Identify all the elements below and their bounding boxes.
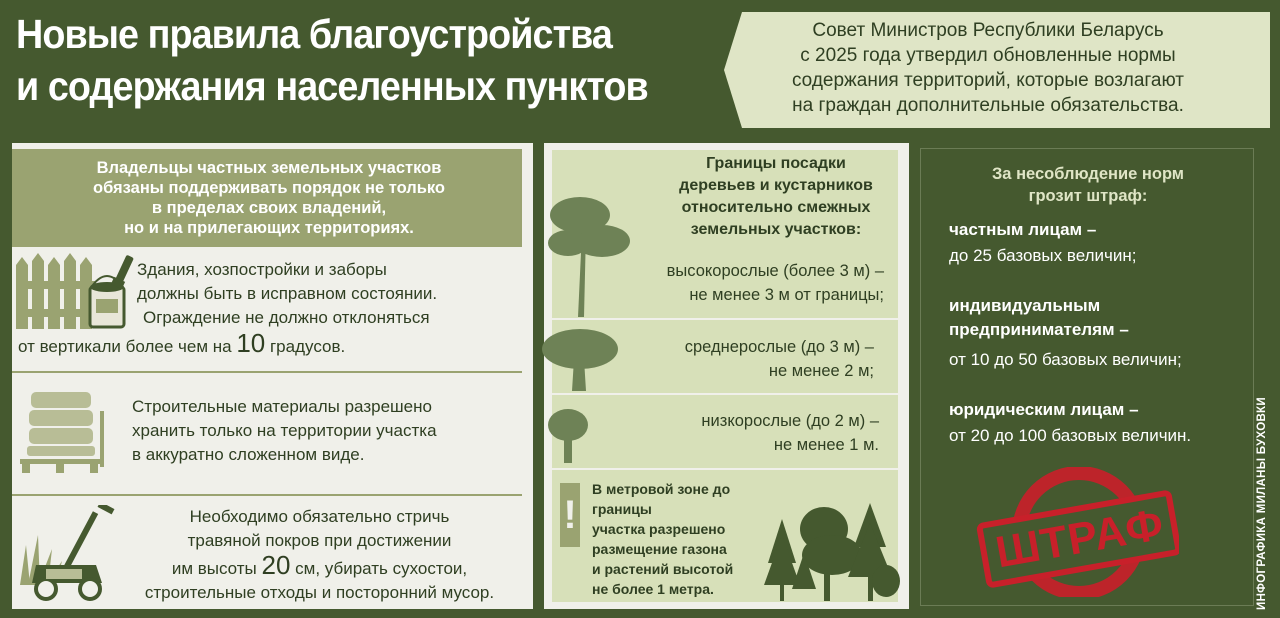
materials-rule <box>132 395 522 467</box>
divider <box>552 468 898 470</box>
fine-ie-label-line1: индивидуальным <box>949 296 1101 315</box>
low-line2: не менее 1 м. <box>773 436 879 454</box>
tall-line1: высокорослые (более 3 м) – <box>666 262 884 280</box>
fence-degrees-number: 10 <box>236 328 266 358</box>
divider <box>12 494 522 496</box>
medium-tree-rule <box>604 335 874 383</box>
fence-line3: Ограждение не должно отклоняться <box>143 308 430 327</box>
paint-bucket-icon <box>76 253 136 333</box>
mid-line1: среднерослые (до 3 м) – <box>684 338 874 356</box>
intro-box <box>742 12 1270 128</box>
grass-rule <box>112 505 527 605</box>
fine-ie-label <box>949 295 1129 341</box>
fence-line4b: градусов. <box>269 337 346 356</box>
warning-icon <box>560 483 580 547</box>
warn-line5: не более 1 метра. <box>592 581 714 597</box>
fence-rule <box>137 258 527 330</box>
grass-line4: строительные отходы и посторонний мусор. <box>144 583 495 602</box>
page-title-line2: и содержания населенных пунктов <box>16 63 648 109</box>
warn-line3: размещение газона <box>592 541 727 557</box>
grass-line3b: см, убирать сухостои, <box>295 559 468 578</box>
fines-heading-line2: грозит штраф: <box>1028 187 1148 205</box>
fine-ie-label-line2: предпринимателям – <box>949 320 1129 339</box>
owners-heading-box <box>12 149 522 247</box>
warn-line1: В метровой зоне до границы <box>592 481 731 517</box>
fine-legal-value: от 20 до 100 базовых величин. <box>949 426 1192 445</box>
fine-private-label: частным лицам – <box>949 220 1097 239</box>
warning-mark: ! <box>563 493 577 537</box>
fence-line2: должны быть в исправном состоянии. <box>137 284 438 303</box>
page-title-line1: Новые правила благоустройства <box>16 11 613 57</box>
warn-line2: участка разрешено <box>592 521 726 537</box>
intro-line2: с 2025 года утвердил обновленные нормы <box>800 45 1176 66</box>
tall-line2: не менее 3 м от границы; <box>689 286 884 304</box>
trees-heading-line2: деревьев и кустарников <box>679 177 873 194</box>
fine-stamp-icon <box>969 467 1179 597</box>
intro-line3: содержания территорий, которые возлагают <box>791 70 1185 91</box>
tall-tree-rule <box>604 259 884 307</box>
trees-heading-line4: земельных участков: <box>690 221 862 238</box>
credit-text: ИНФОГРАФИКА МИЛАНЫ БУХОВКИ <box>1256 397 1268 610</box>
fines-heading <box>921 163 1255 207</box>
grass-line2: травяной покров при достижении <box>187 531 452 550</box>
grass-line3a: им высоты <box>171 559 257 578</box>
owners-heading-line4: но и на прилегающих территориях. <box>124 219 414 237</box>
materials-line2: хранить только на территории участка <box>132 421 437 440</box>
divider <box>12 371 522 373</box>
fines-heading-line1: За несоблюдение норм <box>991 165 1185 183</box>
fines-panel <box>920 148 1254 606</box>
trees-heading-line1: Границы посадки <box>706 155 846 172</box>
trees-heading <box>656 153 896 241</box>
owners-heading-line1: Владельцы частных земельных участков <box>96 159 442 177</box>
intro-line4: на граждан дополнительные обязательства. <box>792 95 1184 116</box>
fence-rule-last-line <box>18 328 518 359</box>
intro-line1: Совет Министров Республики Беларусь <box>812 20 1164 41</box>
owners-heading-line2: обязаны поддерживать порядок не только <box>93 179 445 197</box>
stamp-text: ШТРАФ <box>992 499 1168 578</box>
materials-line1: Строительные материалы разрешено <box>132 397 432 416</box>
owners-heading <box>24 158 514 238</box>
trees-panel <box>544 143 909 609</box>
intro-text <box>728 18 1248 118</box>
trees-heading-line3: относительно смежных <box>681 199 871 216</box>
pallet-stack-icon <box>20 383 110 475</box>
fence-line4a: от вертикали более чем на <box>18 337 232 356</box>
low-tree-rule <box>604 409 879 457</box>
fine-ie-value: от 10 до 50 базовых величин; <box>949 350 1182 369</box>
warn-line4: и растений высотой <box>592 561 734 577</box>
low-line1: низкорослые (до 2 м) – <box>701 412 879 430</box>
owners-heading-line3: в пределах своих владений, <box>151 199 387 217</box>
materials-line3: в аккуратно сложенном виде. <box>132 445 365 464</box>
owners-panel <box>12 143 533 609</box>
forest-icon <box>762 493 900 603</box>
page-title <box>16 8 669 112</box>
grass-line1: Необходимо обязательно стричь <box>189 507 450 526</box>
mid-line2: не менее 2 м; <box>768 362 874 380</box>
lawn-mower-icon <box>18 505 126 605</box>
low-tree-icon <box>544 405 604 465</box>
grass-height-number: 20 <box>261 550 291 580</box>
fine-private-value: до 25 базовых величин; <box>949 246 1137 265</box>
fence-line1: Здания, хозпостройки и заборы <box>137 260 387 279</box>
divider <box>552 393 898 395</box>
fine-legal-label: юридическим лицам – <box>949 400 1139 419</box>
